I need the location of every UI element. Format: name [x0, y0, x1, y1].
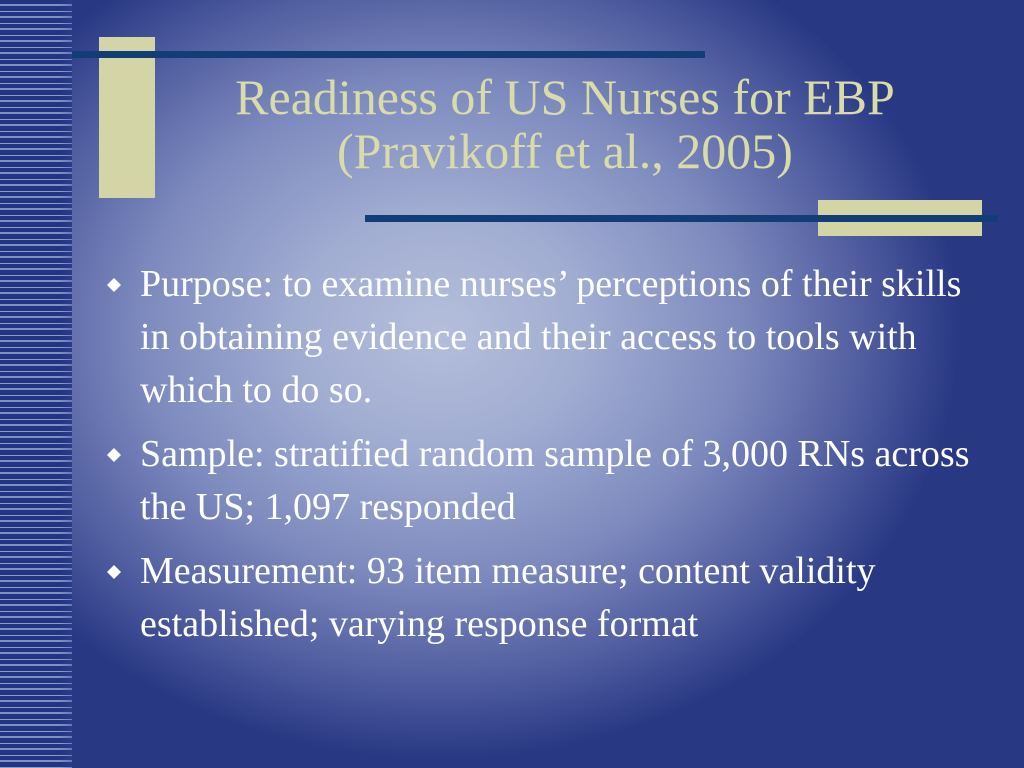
bullet-list — [104, 258, 984, 662]
bullet-text: Purpose: to examine nurses’ perceptions of their skills in obtaining evidence and their access to tools with which to do so. — [140, 263, 962, 411]
bullet-item-purpose — [104, 258, 984, 417]
slide-title: Readiness of US Nurses for EBP (Pravikoff et al., 2005) — [235, 69, 895, 179]
title-top-rule — [72, 51, 705, 58]
title-accent-block — [99, 37, 155, 198]
bullet-text: Sample: stratified random sample of 3,000 RNs across the US; 1,097 responded — [140, 433, 970, 528]
diamond-bullet-icon — [104, 428, 124, 481]
bullet-item-sample — [104, 428, 984, 534]
diamond-bullet-icon — [104, 545, 124, 598]
bullet-text: Measurement: 93 item measure; content validity established; varying response format — [140, 550, 876, 645]
title-bottom-rule — [365, 215, 998, 222]
bullet-item-measurement — [104, 545, 984, 651]
left-striped-band — [0, 0, 72, 768]
diamond-bullet-icon — [104, 258, 124, 311]
